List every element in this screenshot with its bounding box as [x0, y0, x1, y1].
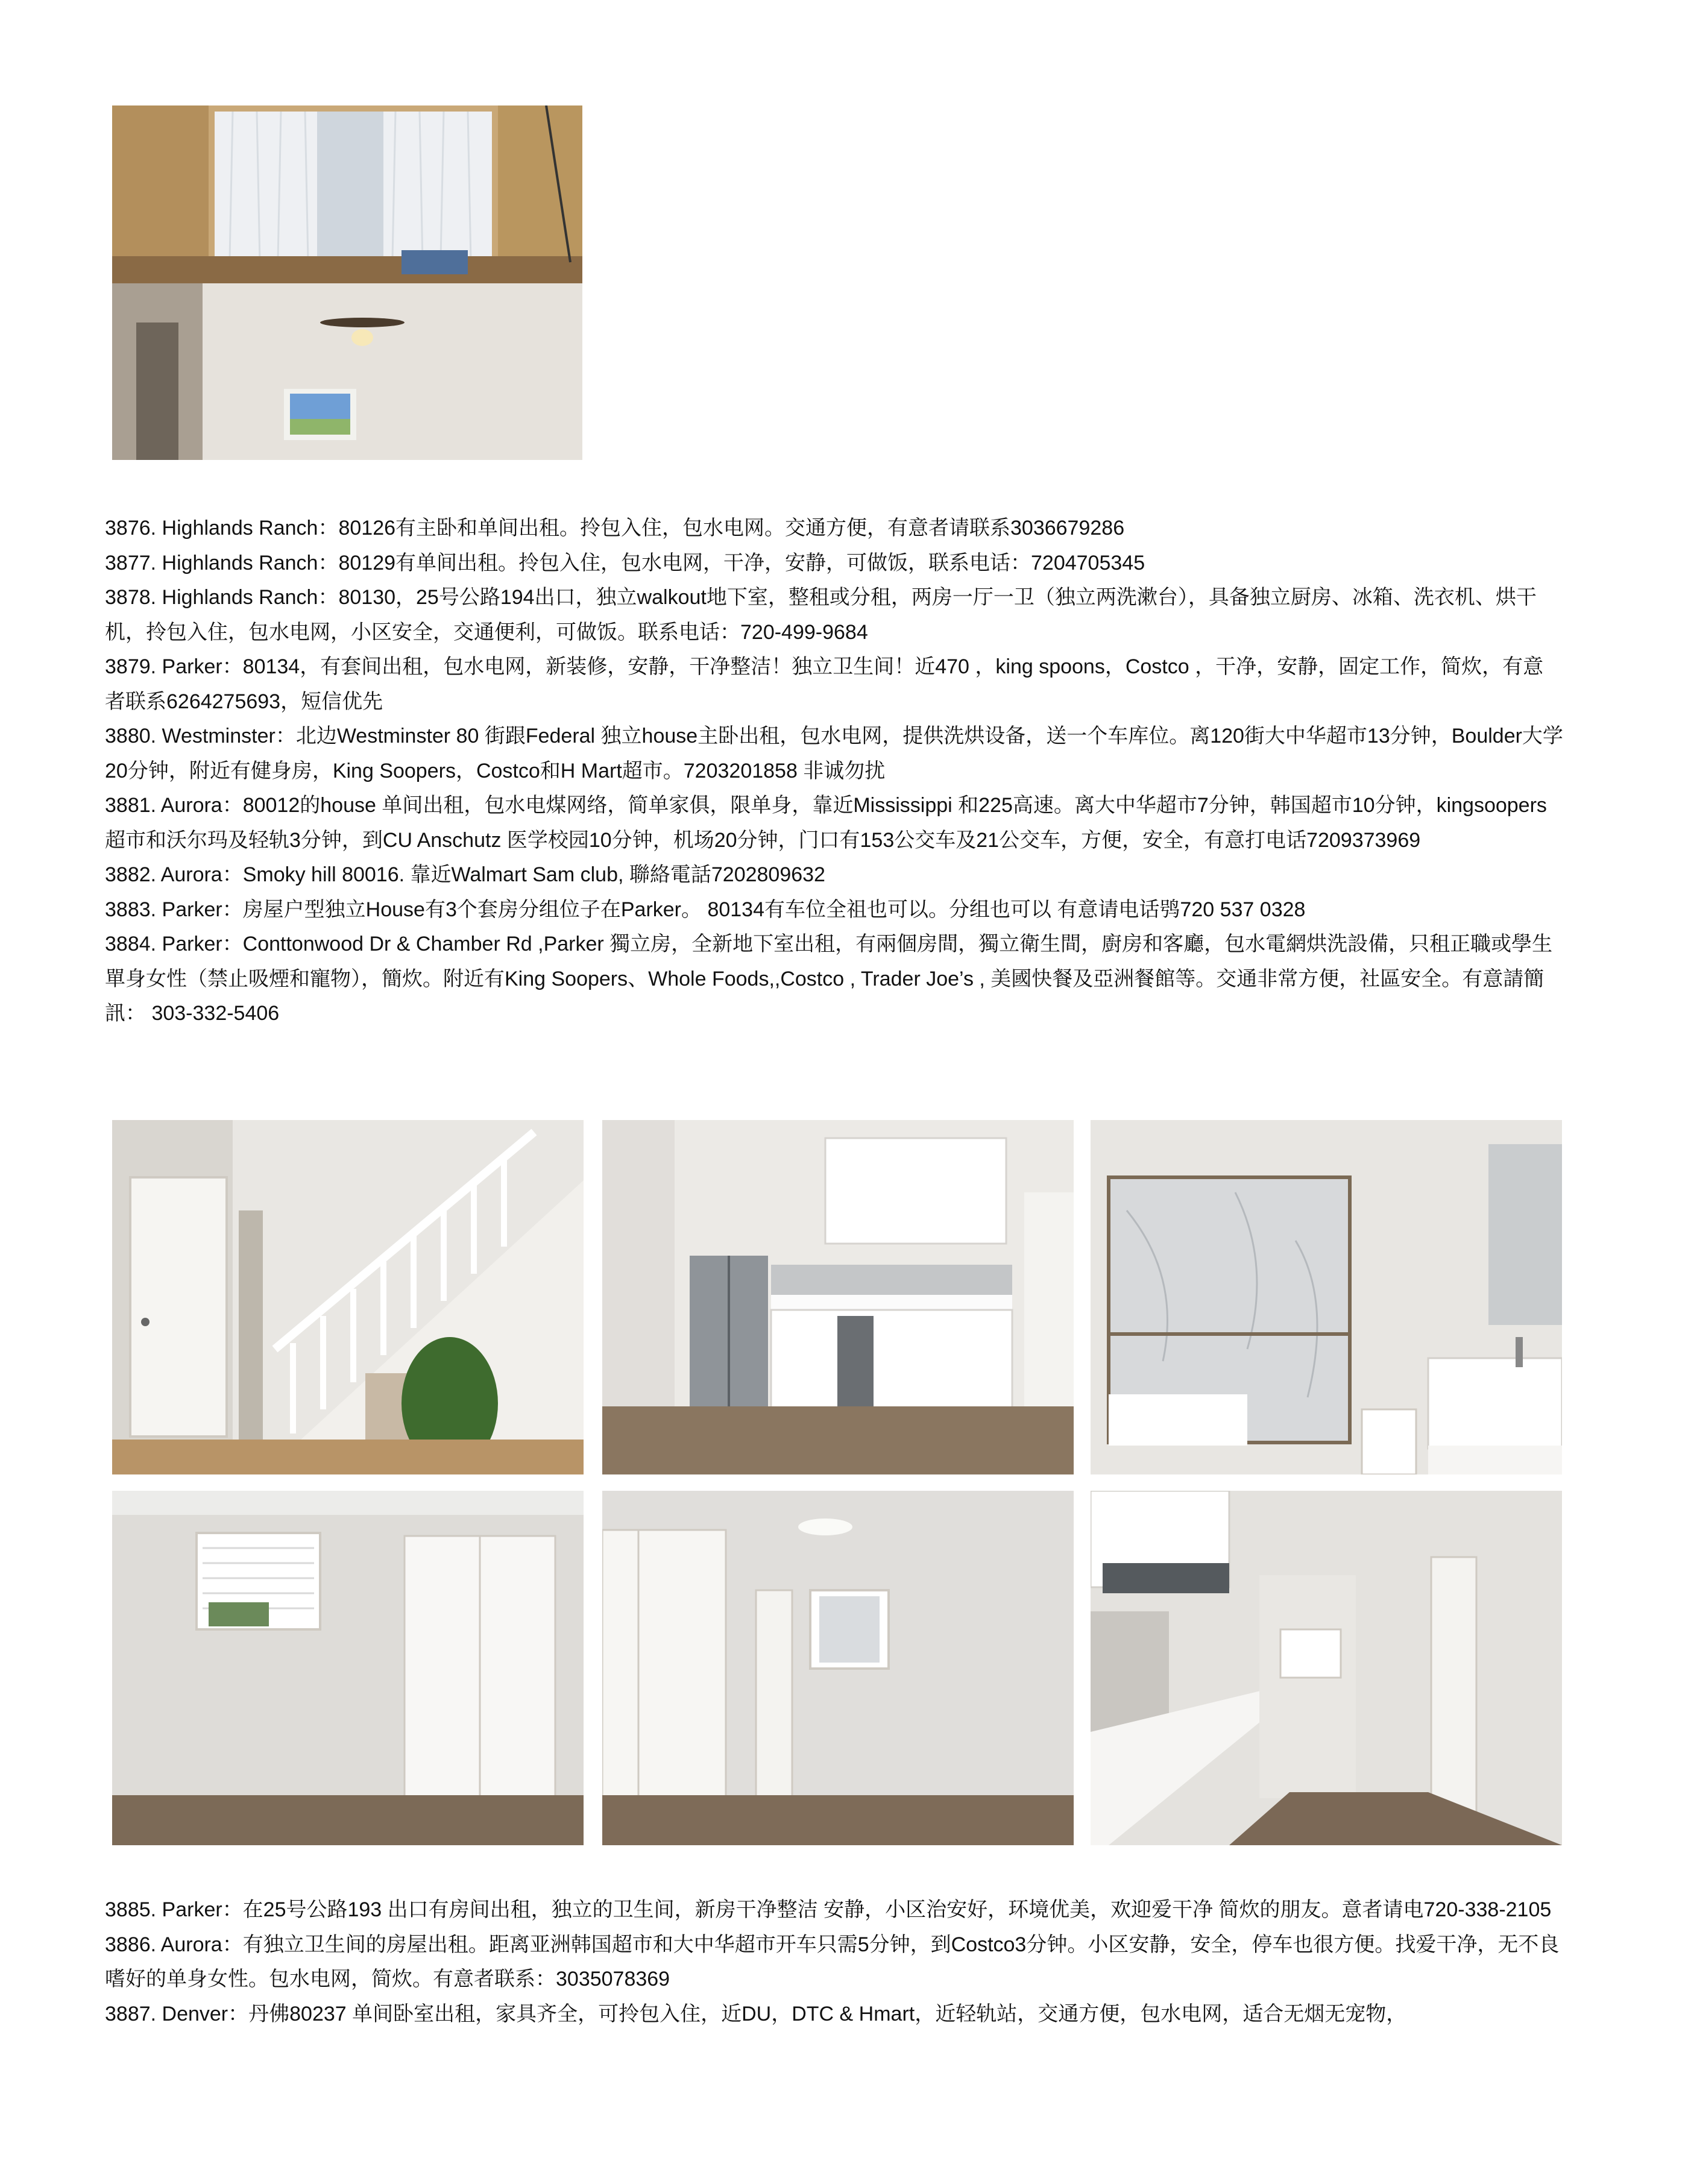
listings-bottom: [105, 1893, 1564, 2031]
photo-room-curtains-fan: [112, 105, 582, 460]
photo-bathroom: [1091, 1120, 1562, 1474]
listing-3880: 3880. Westminster：北边Westminster 80 街跟Federal 独立house主卧出租，包水电网，提供洗烘设备，送一个车库位。离120街大中华超市13分钟，Boulder大学20分钟，附近有健身房，King Soopers，Costco和H Mart超市。7203201858 非诚勿扰: [105, 725, 1563, 782]
listing-3876: 3876. Highlands Ranch：80126有主卧和单间出租。拎包入住，包水电网。交通方便，有意者请联系3036679286: [105, 517, 1125, 540]
listing-3877: 3877. Highlands Ranch：80129有单间出租。拎包入住，包水电网，干净，安静，可做饭，联系电话：7204705345: [105, 551, 1145, 574]
listing-3881: 3881. Aurora：80012的house 单间出租，包水电煤网络，简单家俱，限单身，靠近Mississippi 和225高速。离大中华超市7分钟，韩国超市10分钟，kingsoopers超市和沃尔玛及轻轨3分钟，到CU Anschutz 医学校园10分钟，机场20分钟，门口有153公交车及21公交车，方便，安全，有意打电话7209373969: [105, 794, 1547, 852]
listing-3878: 3878. Highlands Ranch：80130，25号公路194出口，独立walkout地下室，整租或分租，两房一厅一卫（独立两洗漱台），具备独立厨房、冰箱、洗衣机、烘干机，拎包入住，包水电网，小区安全，交通便利，可做饭。联系电话：720-499-9684: [105, 586, 1537, 644]
listing-3883: 3883. Parker：房屋户型独立House有3个套房分组位子在Parker。 80134有车位全祖也可以。分组也可以 有意请电话鸮720 537 0328: [105, 898, 1306, 921]
listing-3882: 3882. Aurora：Smoky hill 80016. 靠近Walmart Sam club, 聯絡電話7202809632: [105, 863, 825, 886]
photo-kitchen-hallway: [1091, 1491, 1562, 1845]
photo-kitchen: [602, 1120, 1074, 1474]
listing-3879: 3879. Parker：80134，有套间出租，包水电网，新装修，安静，干净整洁！独立卫生间！近470 ，king spoons，Costco ，干净，安静，固定工作，简炊，有意者联系6264275693，短信优先: [105, 655, 1544, 713]
photo-bedroom-window-closet: [112, 1491, 584, 1845]
listing-3886: 3886. Aurora：有独立卫生间的房屋出租。距离亚洲韩国超市和大中华超市开车只需5分钟，到Costco3分钟。小区安静，安全，停车也很方便。找爱干净，无不良嗜好的单身女性。包水电网，简炊。有意者联系：3035078369: [105, 1933, 1560, 1990]
listing-3885: 3885. Parker：在25号公路193 出口有房间出租，独立的卫生间，新房干净整洁 安静，小区治安好，环境优美，欢迎爱干净 简炊的朋友。意者请电720-338-2105: [105, 1898, 1552, 1921]
listing-3887: 3887. Denver：丹佛80237 单间卧室出租，家具齐全，可拎包入住，近DU，DTC & Hmart，近轻轨站，交通方便，包水电网，适合无烟无宠物，: [105, 2002, 1407, 2025]
listings-top: [105, 511, 1564, 1031]
photo-hallway-stairs: [112, 1120, 584, 1474]
listing-3884: 3884. Parker：Conttonwood Dr & Chamber Rd ,Parker 獨立房，全新地下室出租，有兩個房間，獨立衛生間，廚房和客廳，包水電網烘洗設備，只租正職或學生單身女性（禁止吸煙和寵物），簡炊。附近有King Soopers、Whole Foods,,Costco , Trader Joe’s , 美國快餐及亞洲餐館等。交通非常方便，社區安全。有意請簡訊： 303-332-5406: [105, 933, 1553, 1025]
photo-bedroom-doors: [602, 1491, 1074, 1845]
